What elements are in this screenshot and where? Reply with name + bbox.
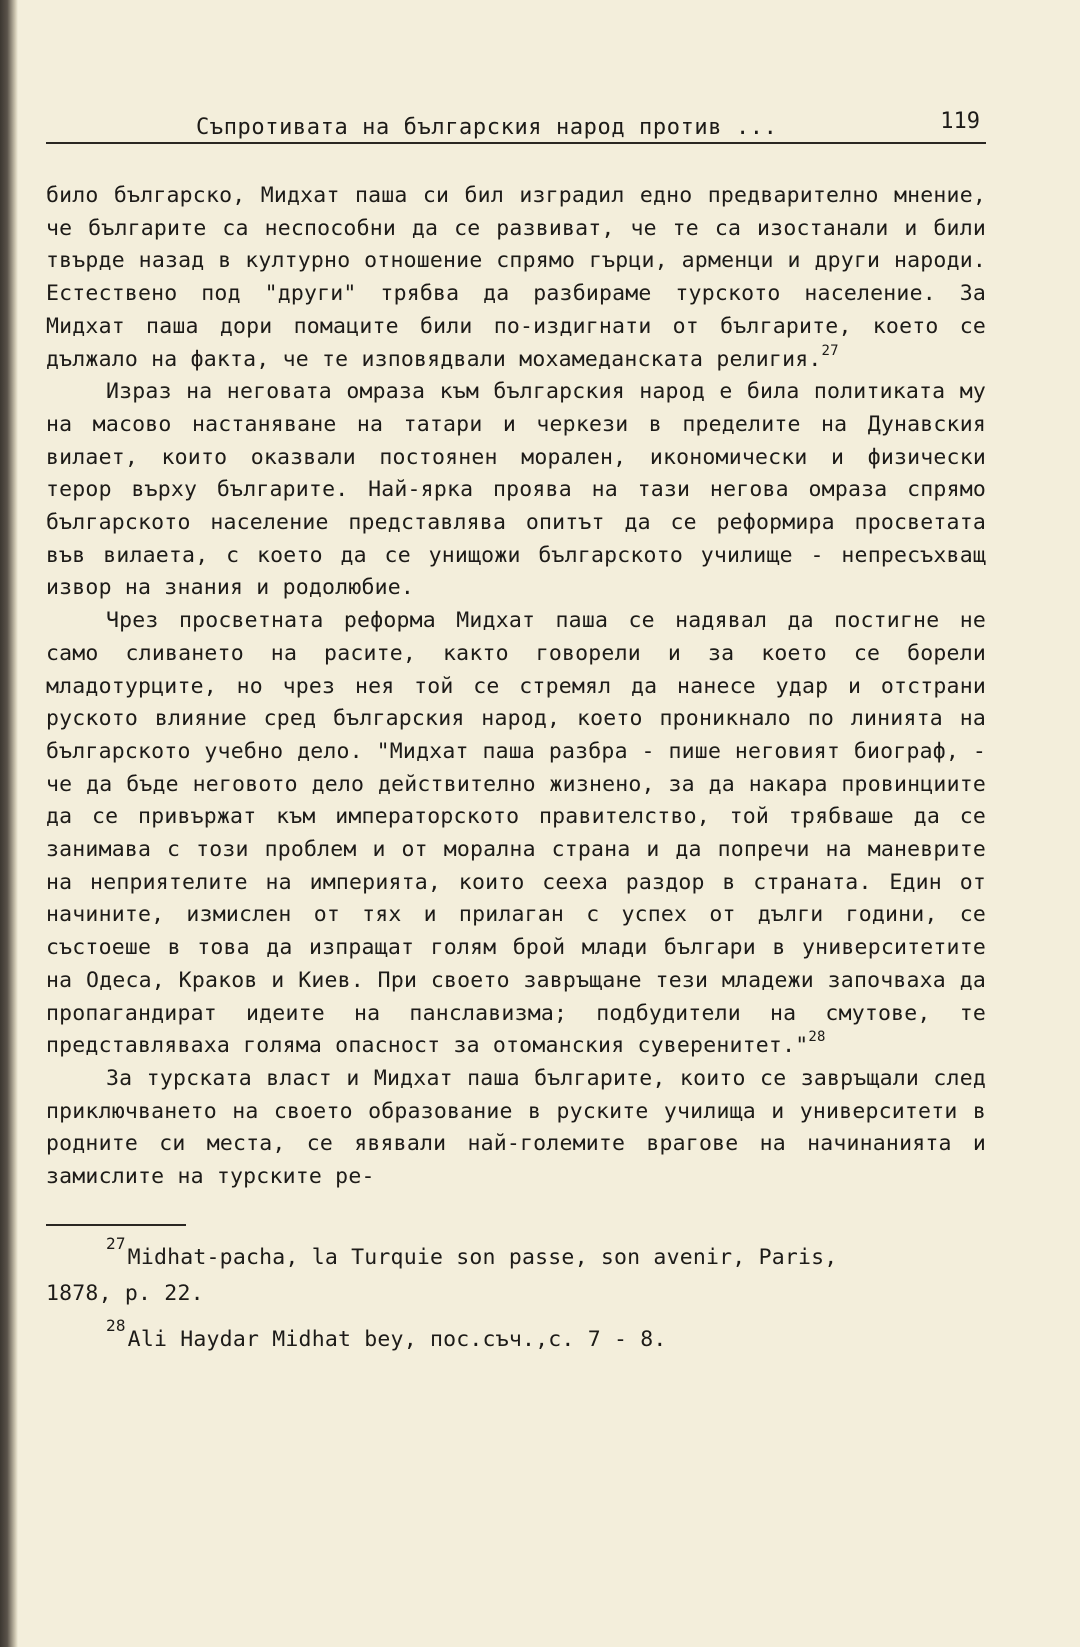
paragraph-1	[46, 180, 986, 376]
running-header	[46, 100, 986, 144]
paragraph-3-text: Чрез просветната реформа Мидхат паша се надявал да постигне не само сливането на расите, както говорели и за което се борели младотурците, но чрез нея той се стремял да нанесе удар и отстрани руското влияние сред българския народ, което проникнало по линията на българското учебно дело. "Мидхат паша разбра - пише неговият биограф, - че да бъде неговото дело действително жизнено, за да накара провинциите да се привържат към императорското правителство, той трябваше да се занимава с този проблем и от морална страна и да попречи на маневрите на неприятелите на империята, които сееха раздор в страната. Един от начините, измислен от тях и прилаган с успех от дълги години, се състоеше в това да изпращат голям брой млади българи в университетите на Одеса, Краков и Киев. При своето завръщане тези младежи започваха да пропагандират идеите на панславизма; подбудители на смутове, те представляваха голяма опасност за отоманския суверенитет."	[46, 608, 986, 1059]
paragraph-1-text: било българско, Мидхат паша си бил изградил едно предварително мнение, че българите са неспособни да се развиват, че те са изостанали и били твърде назад в културно отношение спрямо гърци, арменци и други народи. Естествено под "други" трябва да разбираме турското население. За Мидхат паша дори помаците били по-издигнати от българите, което се дължало на факта, че те изповядвали мохамеданската религия.	[46, 183, 986, 372]
footnote-27-number: 27	[106, 1234, 126, 1254]
footnote-ref-28: 28	[808, 1029, 826, 1046]
paragraph-4-text: За турската власт и Мидхат паша българите, които се завръщали след приключването на своето образование в руските училища и университети в родните си места, се явявали най-големите врагове на начинанията и замислите на турските ре-	[46, 1065, 986, 1190]
footnote-28-line1: Ali Haydar Midhat bey, пос.съч.,с. 7 - 8.	[127, 1326, 667, 1352]
footnotes	[46, 1234, 986, 1358]
book-page	[46, 100, 986, 1368]
paragraph-3	[46, 605, 986, 1063]
page-number: 119	[940, 109, 980, 134]
footnote-27-line1: Midhat-pacha, la Turquie son passe, son avenir, Paris,	[127, 1244, 838, 1270]
running-header-title: Съпротивата на българския народ против ...	[196, 115, 778, 140]
footnote-28-number: 28	[106, 1316, 126, 1336]
footnote-28	[46, 1316, 986, 1358]
footnote-separator	[46, 1224, 186, 1226]
footnote-27	[46, 1234, 986, 1312]
paragraph-4	[46, 1063, 986, 1194]
paragraph-2	[46, 376, 986, 605]
footnote-27-line2: 1878, p. 22.	[46, 1280, 204, 1306]
scan-edge-shadow	[0, 0, 18, 1647]
body-text	[46, 180, 986, 1194]
paragraph-2-text: Израз на неговата омраза към българския народ е била политиката му на масово настаняване на татари и черкези в пределите на Дунавския вилает, които оказвали постоянен морален, икономически и физически терор върху българите. Най-ярка проява на тази негова омраза спрямо българското население представлява опитът да се реформира просветата във вилаета, с което да се унищожи българското училище - непресъхващ извор на знания и родолюбие.	[46, 379, 986, 601]
footnote-ref-27: 27	[821, 342, 839, 359]
